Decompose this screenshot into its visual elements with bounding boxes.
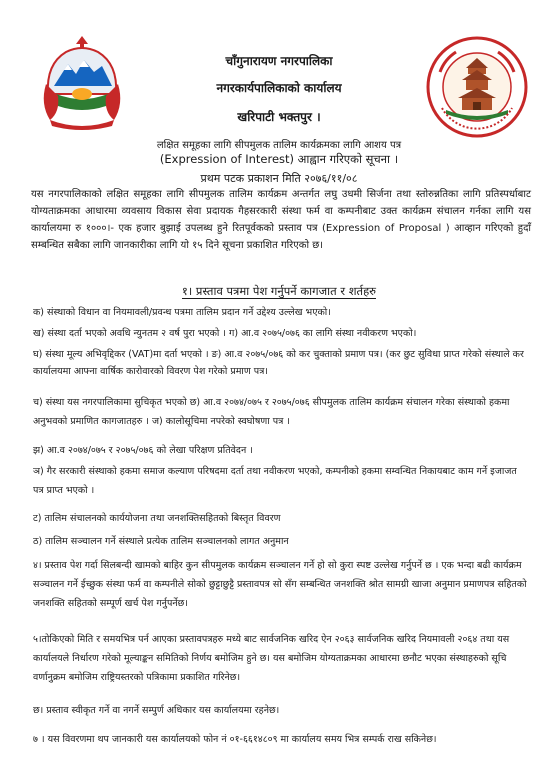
list-item: ञ) गैर सरकारी संस्थाको हकमा समाज कल्याण परिषदमा दर्ता तथा नवीकरण भएको, कम्पनीको हकमा सम्वन्धित निकायबाट काम गर्ने इजाजत पत्र प्राप्त भएको । [33,466,517,496]
list-item: ७ । यस विवरणमा थप जानकारी यस कार्यालयको फोन नं ०१-६६१४८०९ मा कार्यालय समय भित्र सम्पर्क राख सकिनेछ। [33,734,437,745]
list-item: ५।तोकिएको मिति र समयभित्र पर्न आएका प्रस्तावपत्रहरु मध्ये बाट सार्वजनिक खरिद ऐन २०६३ सार्वजनिक खरिद नियमावली २०६४ तथा यस कार्यालयले निर्धारण गरेको मूल्याङ्कन समितिको निर्णय बमोजिम हुने छ। यस बमोजिम योग्यताक्रमका आधारमा छनौट भएका संस्थाहरुको सूचि वर्णानुक्रम बमोजिम राष्ट्रियस्तरको पत्रिकामा प्रकाशित गरिनेछ। [33,634,510,683]
intro-paragraph: यस नगरपालिकाको लक्षित समूहका लागि सीपमुलक तालिम कार्यक्रम अन्तर्गत लघु उधमी सिर्जना तथा स्तोरुन्नतिका लागि प्रतिस्पर्धाबाट योग्यताक्रमका आधारमा व्यवसाय विकास सेवा प्रदायक गैहसरकारी संस्था फर्म वा कम्पनीबाट उक्त कार्यक्रम संचालन गर्नका लागि यस कार्यालयमा रु १०००।- एक हजार बुझाई उपलब्ध हुने रितपूर्वकको प्रस्ताव पत्र (Expression of Proposal ) आव्हान गरिएको हुदाँ सम्बन्धित सबैका लागि जानकारीका लागि यो १५ दिने सूचना प्रकाशित गरिएको छ। [31,189,531,251]
list-item: ठ) तालिम सञ्चालन गर्ने संस्थाले प्रत्येक तालिम सञ्चालनको लागत अनुमान [33,536,289,547]
list-item: क) संस्थाको विधान वा नियमावली/प्रवन्ध पत्रमा तालिम प्रदान गर्ने उद्देश्य उल्लेख भएको। [33,307,331,318]
office-name: नगरकार्यपालिकाको कार्यालय [216,81,342,95]
notice-subject-english: (Expression of Interest) आह्वान गरिएको सूचना । [159,152,399,166]
notice-subject: लक्षित समूहका लागि सीपमुलक तालिम कार्यक्रमका लागि आशय पत्र [156,140,402,151]
list-item: घ) संस्था मूल्य अभिवृद्दिकर (VAT)मा दर्ता भएको । ङ) आ.व २०७५/०७६ को कर चुक्ताको प्रमाण पत्र। (कर छुट सुविधा प्राप्त गरेको संस्थाले कर कार्यालयमा आफ्ना वार्षिक कारोवारको विवरण पेश गरेको प्रमाण पत्र। [33,349,524,377]
list-item: ख) संस्था दर्ता भएको अवधि न्युनतम २ वर्ष पुरा भएको । ग) आ.व २०७५/०७६ का लागि संस्था नवीकरण भएको। [33,328,417,339]
office-location: खरिपाटी भक्तपुर । [237,110,321,124]
list-item: ४। प्रस्ताव पेश गर्दा सिलबन्दी खामको बाहिर कुन सीपमुलक कार्यक्रम सञ्चालन गर्ने हो सो कुरा स्पष्ट उल्लेख गर्नुपर्ने छ । एक भन्दा बढी कार्यक्रम सञ्चालन गर्ने ईच्छुक संस्था फर्म वा कम्पनीले सोको छुट्टाछुट्टै प्रस्तावपत्र सो सँग सम्बन्धित जनशक्ति श्रोत सामग्री खाजा अनुमान प्रमाणपत्र सहितको जनशक्ति सहितको सम्पूर्ण खर्च पेश गर्नुपर्नेछ। [33,560,527,609]
municipality-name: चाँगुनारायण नगरपालिका [225,54,333,68]
section-title [0,284,558,299]
list-item: झ) आ.व २०७४/०७५ र २०७५/०७६ को लेखा परिक्षण प्रतिवेदन । [33,445,253,456]
section-title-text: १। प्रस्ताव पत्रमा पेश गर्नुपर्ने कागजात र शर्तहरु [181,284,377,298]
list-item: च) संस्था यस नगरपालिकामा सुचिकृत भएको छ) आ.व २०७४/०७५ र २०७५/०७६ सीपमुलक तालिम कार्यक्रम संचालन गरेका संस्थाको हकमा अनुभवको प्रमाणित कागजातहरु । ज) कालोसूचिमा नपरेको स्वघोषणा पत्र । [33,397,510,427]
list-item: छ। प्रस्ताव स्वीकृत गर्ने वा नगर्ने सम्पुर्ण अधिकार यस कार्यालयमा रहनेछ। [33,705,280,716]
list-item: ट) तालिम संचालनको कार्ययोजना तथा जनशक्तिसहितको बिस्तृत विवरण [33,513,281,524]
publish-date: प्रथम पटक प्रकाशन मिति २०७६/११/०८ [200,172,358,185]
